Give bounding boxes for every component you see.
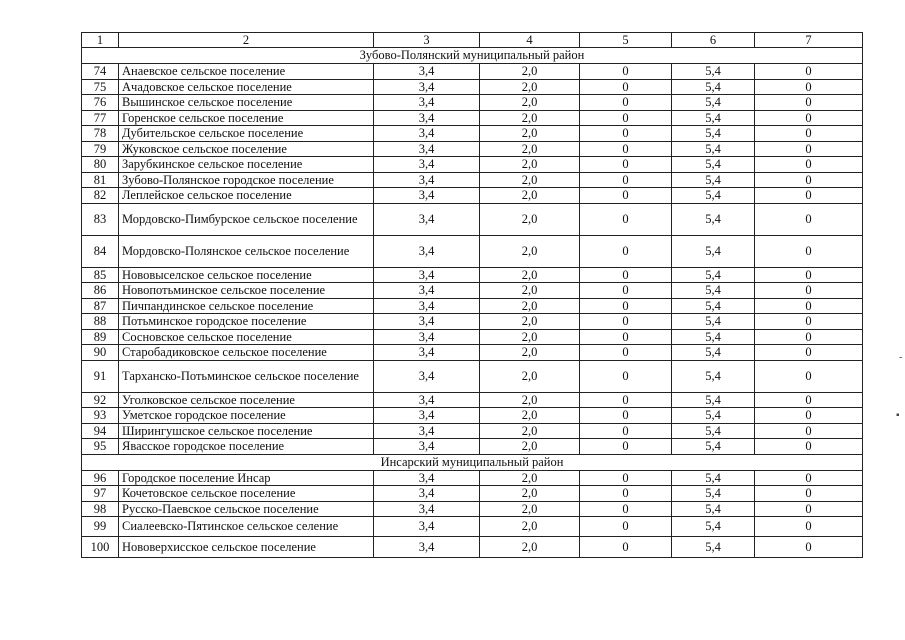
- column-4-value-cell: 2,0: [480, 314, 580, 330]
- table-row: [82, 172, 863, 188]
- table-row: [82, 423, 863, 439]
- column-5-value-cell: 0: [580, 79, 672, 95]
- settlement-name-cell: Нововерхисское сельское поселение: [119, 537, 374, 558]
- column-6-value-cell: 5,4: [672, 157, 755, 173]
- column-3-value-cell: 3,4: [374, 501, 480, 517]
- row-number-cell: 83: [82, 203, 119, 235]
- column-6-value-cell: 5,4: [672, 423, 755, 439]
- row-number-cell: 90: [82, 345, 119, 361]
- column-3-value-cell: 3,4: [374, 439, 480, 455]
- row-number-cell: 85: [82, 267, 119, 283]
- row-number-cell: 74: [82, 64, 119, 80]
- section-title: Зубово-Полянский муниципальный район: [82, 48, 863, 64]
- column-5-value-cell: 0: [580, 267, 672, 283]
- column-4-value-cell: 2,0: [480, 172, 580, 188]
- table-row: [82, 188, 863, 204]
- row-number-cell: 81: [82, 172, 119, 188]
- column-4-value-cell: 2,0: [480, 298, 580, 314]
- column-5-value-cell: 0: [580, 360, 672, 392]
- section-header-row: [82, 48, 863, 64]
- settlement-name-cell: Кочетовское сельское поселение: [119, 486, 374, 502]
- settlement-name-cell: Леплейское сельское поселение: [119, 188, 374, 204]
- column-4-value-cell: 2,0: [480, 267, 580, 283]
- header-cell: 5: [580, 33, 672, 48]
- table-row: [82, 283, 863, 299]
- table-row: [82, 408, 863, 424]
- column-6-value-cell: 5,4: [672, 329, 755, 345]
- column-6-value-cell: 5,4: [672, 470, 755, 486]
- column-7-value-cell: 0: [755, 537, 863, 558]
- column-4-value-cell: 2,0: [480, 141, 580, 157]
- table-row: [82, 235, 863, 267]
- column-5-value-cell: 0: [580, 283, 672, 299]
- row-number-cell: 80: [82, 157, 119, 173]
- column-6-value-cell: 5,4: [672, 501, 755, 517]
- settlement-name-cell: Сосновское сельское поселение: [119, 329, 374, 345]
- column-4-value-cell: 2,0: [480, 517, 580, 537]
- table-row: [82, 95, 863, 111]
- column-4-value-cell: 2,0: [480, 64, 580, 80]
- column-5-value-cell: 0: [580, 157, 672, 173]
- column-3-value-cell: 3,4: [374, 423, 480, 439]
- column-3-value-cell: 3,4: [374, 408, 480, 424]
- column-5-value-cell: 0: [580, 298, 672, 314]
- row-number-cell: 93: [82, 408, 119, 424]
- column-4-value-cell: 2,0: [480, 423, 580, 439]
- column-4-value-cell: 2,0: [480, 501, 580, 517]
- column-6-value-cell: 5,4: [672, 314, 755, 330]
- column-3-value-cell: 3,4: [374, 360, 480, 392]
- column-6-value-cell: 5,4: [672, 360, 755, 392]
- data-table: [81, 32, 863, 558]
- scan-artifact-mark: -: [899, 352, 903, 363]
- row-number-cell: 87: [82, 298, 119, 314]
- settlement-name-cell: Русско-Паевское сельское поселение: [119, 501, 374, 517]
- row-number-cell: 91: [82, 360, 119, 392]
- column-7-value-cell: 0: [755, 79, 863, 95]
- table-row: [82, 329, 863, 345]
- column-6-value-cell: 5,4: [672, 172, 755, 188]
- column-7-value-cell: 0: [755, 141, 863, 157]
- column-5-value-cell: 0: [580, 423, 672, 439]
- table-row: [82, 126, 863, 142]
- settlement-name-cell: Мордовско-Пимбурское сельское поселение: [119, 203, 374, 235]
- column-5-value-cell: 0: [580, 329, 672, 345]
- column-3-value-cell: 3,4: [374, 141, 480, 157]
- settlement-name-cell: Дубительское сельское поселение: [119, 126, 374, 142]
- table-row: [82, 345, 863, 361]
- column-7-value-cell: 0: [755, 423, 863, 439]
- column-6-value-cell: 5,4: [672, 283, 755, 299]
- column-7-value-cell: 0: [755, 283, 863, 299]
- row-number-cell: 95: [82, 439, 119, 455]
- column-3-value-cell: 3,4: [374, 537, 480, 558]
- row-number-cell: 86: [82, 283, 119, 299]
- table-row: [82, 501, 863, 517]
- settlement-name-cell: Потьминское городское поселение: [119, 314, 374, 330]
- column-6-value-cell: 5,4: [672, 486, 755, 502]
- settlement-name-cell: Уголковское сельское поселение: [119, 392, 374, 408]
- column-4-value-cell: 2,0: [480, 470, 580, 486]
- settlement-name-cell: Старобадиковское сельское поселение: [119, 345, 374, 361]
- column-5-value-cell: 0: [580, 470, 672, 486]
- column-3-value-cell: 3,4: [374, 283, 480, 299]
- row-number-cell: 89: [82, 329, 119, 345]
- settlement-name-cell: Тарханско-Потьминское сельское поселение: [119, 360, 374, 392]
- column-5-value-cell: 0: [580, 126, 672, 142]
- table-row: [82, 314, 863, 330]
- table-row: [82, 360, 863, 392]
- column-6-value-cell: 5,4: [672, 203, 755, 235]
- column-5-value-cell: 0: [580, 314, 672, 330]
- column-3-value-cell: 3,4: [374, 235, 480, 267]
- column-4-value-cell: 2,0: [480, 203, 580, 235]
- column-5-value-cell: 0: [580, 235, 672, 267]
- row-number-cell: 84: [82, 235, 119, 267]
- column-7-value-cell: 0: [755, 64, 863, 80]
- column-3-value-cell: 3,4: [374, 517, 480, 537]
- row-number-cell: 76: [82, 95, 119, 111]
- table-row: [82, 141, 863, 157]
- table-row: [82, 439, 863, 455]
- column-7-value-cell: 0: [755, 203, 863, 235]
- settlement-name-cell: Жуковское сельское поселение: [119, 141, 374, 157]
- header-cell: 7: [755, 33, 863, 48]
- header-cell: 1: [82, 33, 119, 48]
- column-3-value-cell: 3,4: [374, 314, 480, 330]
- column-3-value-cell: 3,4: [374, 329, 480, 345]
- column-7-value-cell: 0: [755, 188, 863, 204]
- column-5-value-cell: 0: [580, 95, 672, 111]
- header-cell: 3: [374, 33, 480, 48]
- table-row: [82, 157, 863, 173]
- table-body: [82, 33, 863, 558]
- column-4-value-cell: 2,0: [480, 235, 580, 267]
- column-3-value-cell: 3,4: [374, 392, 480, 408]
- column-4-value-cell: 2,0: [480, 329, 580, 345]
- column-7-value-cell: 0: [755, 501, 863, 517]
- column-6-value-cell: 5,4: [672, 439, 755, 455]
- row-number-cell: 99: [82, 517, 119, 537]
- settlement-name-cell: Нововыселское сельское поселение: [119, 267, 374, 283]
- table-row: [82, 64, 863, 80]
- column-5-value-cell: 0: [580, 141, 672, 157]
- settlement-name-cell: Анаевское сельское поселение: [119, 64, 374, 80]
- table-row: [82, 298, 863, 314]
- settlement-name-cell: Мордовско-Полянское сельское поселение: [119, 235, 374, 267]
- column-7-value-cell: 0: [755, 408, 863, 424]
- column-7-value-cell: 0: [755, 517, 863, 537]
- header-cell: 2: [119, 33, 374, 48]
- column-5-value-cell: 0: [580, 501, 672, 517]
- row-number-cell: 96: [82, 470, 119, 486]
- settlement-name-cell: Городское поселение Инсар: [119, 470, 374, 486]
- column-7-value-cell: 0: [755, 267, 863, 283]
- row-number-cell: 94: [82, 423, 119, 439]
- column-5-value-cell: 0: [580, 172, 672, 188]
- column-5-value-cell: 0: [580, 203, 672, 235]
- column-3-value-cell: 3,4: [374, 95, 480, 111]
- settlement-name-cell: Вышинское сельское поселение: [119, 95, 374, 111]
- column-5-value-cell: 0: [580, 392, 672, 408]
- column-4-value-cell: 2,0: [480, 439, 580, 455]
- section-header-row: [82, 454, 863, 470]
- column-7-value-cell: 0: [755, 360, 863, 392]
- settlement-name-cell: Новопотьминское сельское поселение: [119, 283, 374, 299]
- column-7-value-cell: 0: [755, 439, 863, 455]
- settlement-name-cell: Зарубкинское сельское поселение: [119, 157, 374, 173]
- row-number-cell: 75: [82, 79, 119, 95]
- column-6-value-cell: 5,4: [672, 392, 755, 408]
- column-7-value-cell: 0: [755, 172, 863, 188]
- table-row: [82, 267, 863, 283]
- row-number-cell: 78: [82, 126, 119, 142]
- table-row: [82, 392, 863, 408]
- column-3-value-cell: 3,4: [374, 126, 480, 142]
- column-4-value-cell: 2,0: [480, 79, 580, 95]
- column-7-value-cell: 0: [755, 298, 863, 314]
- settlement-name-cell: Ачадовское сельское поселение: [119, 79, 374, 95]
- column-3-value-cell: 3,4: [374, 470, 480, 486]
- column-7-value-cell: 0: [755, 126, 863, 142]
- column-6-value-cell: 5,4: [672, 537, 755, 558]
- column-4-value-cell: 2,0: [480, 345, 580, 361]
- column-7-value-cell: 0: [755, 345, 863, 361]
- column-3-value-cell: 3,4: [374, 203, 480, 235]
- column-7-value-cell: 0: [755, 95, 863, 111]
- column-6-value-cell: 5,4: [672, 267, 755, 283]
- column-6-value-cell: 5,4: [672, 188, 755, 204]
- column-3-value-cell: 3,4: [374, 172, 480, 188]
- column-3-value-cell: 3,4: [374, 486, 480, 502]
- column-4-value-cell: 2,0: [480, 486, 580, 502]
- column-4-value-cell: 2,0: [480, 408, 580, 424]
- column-3-value-cell: 3,4: [374, 345, 480, 361]
- settlement-name-cell: Сиалеевско-Пятинское сельское селение: [119, 517, 374, 537]
- table-row: [82, 203, 863, 235]
- column-3-value-cell: 3,4: [374, 79, 480, 95]
- column-4-value-cell: 2,0: [480, 283, 580, 299]
- column-5-value-cell: 0: [580, 188, 672, 204]
- column-4-value-cell: 2,0: [480, 188, 580, 204]
- column-3-value-cell: 3,4: [374, 110, 480, 126]
- row-number-cell: 97: [82, 486, 119, 502]
- table-row: [82, 110, 863, 126]
- column-4-value-cell: 2,0: [480, 392, 580, 408]
- column-7-value-cell: 0: [755, 110, 863, 126]
- column-5-value-cell: 0: [580, 64, 672, 80]
- table-row: [82, 517, 863, 537]
- column-5-value-cell: 0: [580, 486, 672, 502]
- table-row: [82, 470, 863, 486]
- column-6-value-cell: 5,4: [672, 235, 755, 267]
- column-5-value-cell: 0: [580, 439, 672, 455]
- table-row: [82, 537, 863, 558]
- column-6-value-cell: 5,4: [672, 126, 755, 142]
- column-6-value-cell: 5,4: [672, 110, 755, 126]
- row-number-cell: 77: [82, 110, 119, 126]
- table-row: [82, 486, 863, 502]
- header-cell: 6: [672, 33, 755, 48]
- column-number-header-row: [82, 33, 863, 48]
- column-5-value-cell: 0: [580, 345, 672, 361]
- column-7-value-cell: 0: [755, 486, 863, 502]
- settlement-name-cell: Пичпандинское сельское поселение: [119, 298, 374, 314]
- header-cell: 4: [480, 33, 580, 48]
- column-4-value-cell: 2,0: [480, 95, 580, 111]
- column-4-value-cell: 2,0: [480, 537, 580, 558]
- settlement-name-cell: Уметское городское поселение: [119, 408, 374, 424]
- column-7-value-cell: 0: [755, 392, 863, 408]
- column-6-value-cell: 5,4: [672, 408, 755, 424]
- row-number-cell: 100: [82, 537, 119, 558]
- column-4-value-cell: 2,0: [480, 110, 580, 126]
- scan-artifact-mark: ▪: [896, 410, 900, 421]
- section-title: Инсарский муниципальный район: [82, 454, 863, 470]
- settlement-name-cell: Явасское городское поселение: [119, 439, 374, 455]
- column-5-value-cell: 0: [580, 537, 672, 558]
- column-7-value-cell: 0: [755, 470, 863, 486]
- row-number-cell: 82: [82, 188, 119, 204]
- row-number-cell: 92: [82, 392, 119, 408]
- column-4-value-cell: 2,0: [480, 360, 580, 392]
- column-6-value-cell: 5,4: [672, 141, 755, 157]
- row-number-cell: 88: [82, 314, 119, 330]
- settlement-name-cell: Ширингушское сельское поселение: [119, 423, 374, 439]
- column-3-value-cell: 3,4: [374, 188, 480, 204]
- row-number-cell: 98: [82, 501, 119, 517]
- column-5-value-cell: 0: [580, 408, 672, 424]
- column-7-value-cell: 0: [755, 157, 863, 173]
- column-6-value-cell: 5,4: [672, 298, 755, 314]
- column-3-value-cell: 3,4: [374, 157, 480, 173]
- column-6-value-cell: 5,4: [672, 517, 755, 537]
- column-6-value-cell: 5,4: [672, 79, 755, 95]
- column-3-value-cell: 3,4: [374, 298, 480, 314]
- column-5-value-cell: 0: [580, 517, 672, 537]
- column-6-value-cell: 5,4: [672, 345, 755, 361]
- column-4-value-cell: 2,0: [480, 157, 580, 173]
- settlement-name-cell: Зубово-Полянское городское поселение: [119, 172, 374, 188]
- column-5-value-cell: 0: [580, 110, 672, 126]
- settlement-name-cell: Горенское сельское поселение: [119, 110, 374, 126]
- column-7-value-cell: 0: [755, 235, 863, 267]
- column-7-value-cell: 0: [755, 314, 863, 330]
- column-4-value-cell: 2,0: [480, 126, 580, 142]
- column-3-value-cell: 3,4: [374, 64, 480, 80]
- column-6-value-cell: 5,4: [672, 64, 755, 80]
- table-row: [82, 79, 863, 95]
- column-6-value-cell: 5,4: [672, 95, 755, 111]
- column-7-value-cell: 0: [755, 329, 863, 345]
- column-3-value-cell: 3,4: [374, 267, 480, 283]
- row-number-cell: 79: [82, 141, 119, 157]
